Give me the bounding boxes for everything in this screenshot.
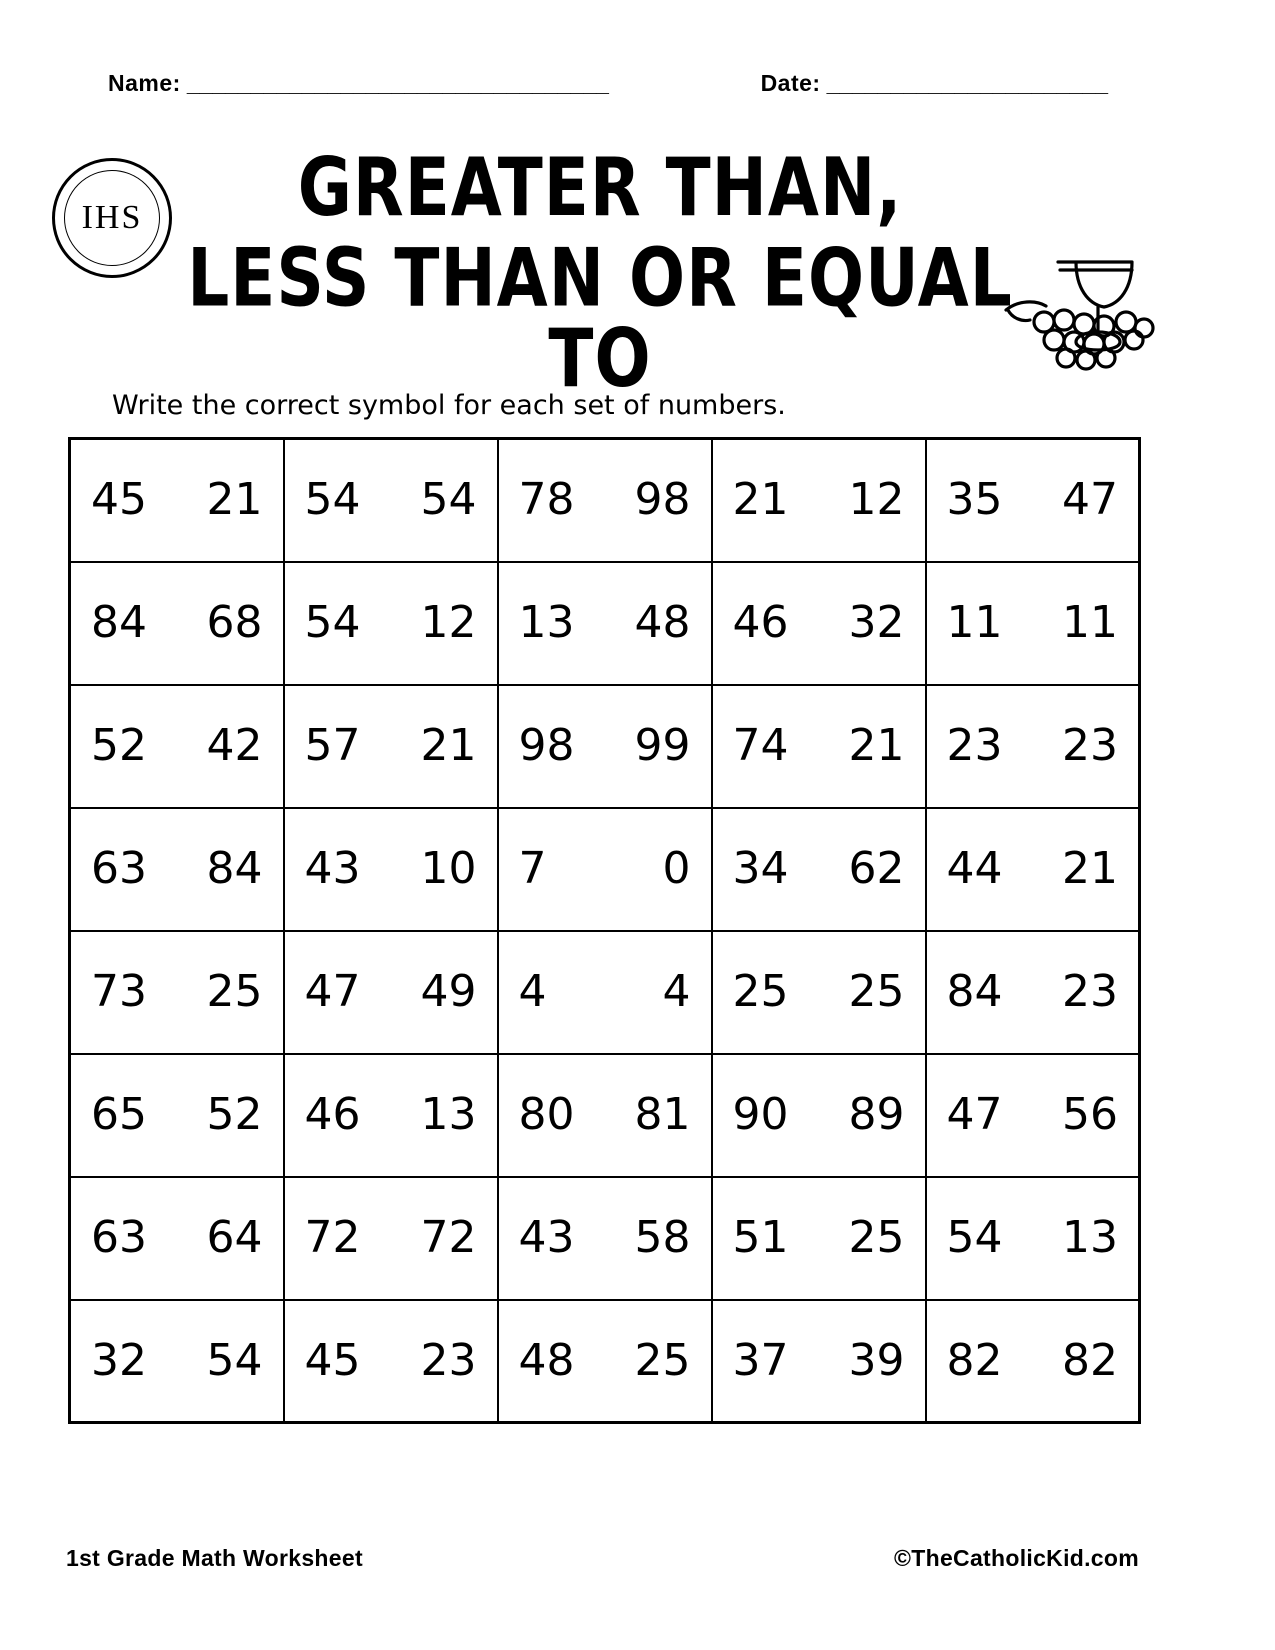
table-row (70, 1177, 1140, 1300)
problem-cell[interactable] (926, 685, 1140, 808)
right-number: 68 (206, 597, 263, 648)
right-number: 0 (662, 843, 691, 894)
left-number: 7 (518, 843, 547, 894)
right-number: 99 (634, 720, 691, 771)
right-number: 12 (848, 474, 905, 526)
name-field-group (108, 70, 609, 97)
table-row (70, 808, 1140, 931)
right-number: 54 (420, 474, 477, 526)
problem-cell[interactable] (712, 808, 926, 931)
table-row (70, 562, 1140, 685)
problem-cell[interactable] (498, 1054, 712, 1177)
right-number: 23 (1062, 720, 1118, 771)
left-number: 32 (91, 1334, 147, 1386)
right-number: 52 (206, 1089, 263, 1140)
left-number: 98 (518, 720, 575, 771)
problem-cell[interactable] (712, 685, 926, 808)
problem-cell[interactable] (926, 931, 1140, 1054)
left-number: 37 (732, 1334, 789, 1386)
left-number: 84 (91, 597, 147, 648)
problem-cell[interactable] (284, 808, 498, 931)
right-number: 13 (420, 1089, 477, 1140)
right-number: 32 (848, 597, 905, 648)
problem-cell[interactable] (498, 931, 712, 1054)
problem-cell[interactable] (926, 1300, 1140, 1423)
table-row (70, 685, 1140, 808)
problem-cell[interactable] (70, 1177, 284, 1300)
problem-cell[interactable] (284, 562, 498, 685)
right-number: 58 (634, 1212, 691, 1263)
problem-cell[interactable] (70, 931, 284, 1054)
left-number: 43 (518, 1212, 575, 1263)
problem-cell[interactable] (284, 685, 498, 808)
right-number: 72 (420, 1212, 477, 1263)
left-number: 54 (304, 474, 361, 526)
left-number: 34 (732, 843, 789, 894)
problem-cell[interactable] (712, 1300, 926, 1423)
left-number: 43 (304, 843, 361, 894)
left-number: 35 (946, 474, 1003, 526)
name-label: Name: (108, 70, 181, 96)
left-number: 23 (946, 720, 1003, 771)
footer-grade-label: 1st Grade Math Worksheet (66, 1545, 363, 1571)
date-label: Date: (760, 70, 821, 96)
left-number: 72 (304, 1212, 361, 1263)
problem-cell[interactable] (712, 1054, 926, 1177)
left-number: 52 (91, 720, 147, 771)
problem-cell[interactable] (284, 1300, 498, 1423)
right-number: 21 (848, 720, 905, 771)
right-number: 23 (1062, 966, 1118, 1017)
table-row (70, 1054, 1140, 1177)
right-number: 81 (634, 1089, 691, 1140)
right-number: 21 (420, 720, 477, 771)
left-number: 74 (732, 720, 789, 771)
problem-cell[interactable] (498, 808, 712, 931)
emblem-label: IHS (81, 199, 143, 236)
right-number: 48 (634, 597, 691, 648)
page-title (185, 140, 1015, 406)
left-number: 44 (946, 843, 1003, 894)
right-number: 23 (420, 1334, 477, 1386)
right-number: 11 (1062, 597, 1118, 648)
right-number: 39 (848, 1334, 905, 1386)
left-number: 4 (518, 966, 547, 1017)
problem-cell[interactable] (70, 562, 284, 685)
right-number: 13 (1062, 1212, 1118, 1263)
problem-cell[interactable] (498, 1300, 712, 1423)
left-number: 90 (732, 1089, 789, 1140)
left-number: 82 (946, 1334, 1003, 1386)
problem-grid (68, 437, 1141, 1424)
page-title-line1: GREATER THAN, (297, 140, 903, 235)
problem-cell[interactable] (284, 931, 498, 1054)
problem-cell[interactable] (498, 439, 712, 562)
problem-cell[interactable] (70, 685, 284, 808)
chalice-grapes-icon (992, 248, 1167, 378)
problem-cell[interactable] (498, 685, 712, 808)
left-number: 73 (91, 966, 147, 1017)
left-number: 13 (518, 597, 575, 648)
date-field-group (761, 70, 1108, 97)
name-date-row (108, 70, 1108, 97)
left-number: 21 (732, 474, 789, 526)
right-number: 25 (848, 966, 905, 1017)
problem-cell[interactable] (926, 439, 1140, 562)
problem-cell[interactable] (498, 562, 712, 685)
right-number: 25 (634, 1334, 691, 1386)
left-number: 63 (91, 843, 147, 894)
left-number: 54 (304, 597, 361, 648)
left-number: 46 (304, 1089, 361, 1140)
problem-cell[interactable] (498, 1177, 712, 1300)
problem-cell[interactable] (712, 439, 926, 562)
host-ihs-icon (52, 158, 172, 278)
problem-cell[interactable] (70, 439, 284, 562)
right-number: 54 (206, 1334, 263, 1386)
problem-cell[interactable] (712, 931, 926, 1054)
left-number: 25 (732, 966, 789, 1017)
table-row (70, 1300, 1140, 1423)
left-number: 47 (304, 966, 361, 1017)
page-title-line2: LESS THAN OR EQUAL TO (187, 230, 1013, 406)
right-number: 21 (1062, 843, 1118, 894)
problem-cell[interactable] (284, 439, 498, 562)
table-row (70, 931, 1140, 1054)
problem-cell[interactable] (284, 1177, 498, 1300)
problem-cell[interactable] (926, 1177, 1140, 1300)
left-number: 65 (91, 1089, 147, 1140)
table-row (70, 439, 1140, 562)
left-number: 51 (732, 1212, 789, 1263)
left-number: 54 (946, 1212, 1003, 1263)
left-number: 46 (732, 597, 789, 648)
left-number: 84 (946, 966, 1003, 1017)
right-number: 56 (1062, 1089, 1118, 1140)
left-number: 78 (518, 474, 575, 526)
left-number: 11 (946, 597, 1003, 648)
right-number: 64 (206, 1212, 263, 1263)
right-number: 47 (1062, 474, 1118, 526)
name-write-line[interactable]: _________________________________ (186, 70, 609, 96)
left-number: 57 (304, 720, 361, 771)
problem-cell[interactable] (70, 1300, 284, 1423)
left-number: 48 (518, 1334, 575, 1386)
right-number: 12 (420, 597, 477, 648)
left-number: 45 (91, 474, 147, 526)
problem-cell[interactable] (70, 1054, 284, 1177)
problem-cell[interactable] (712, 562, 926, 685)
right-number: 89 (848, 1089, 905, 1140)
right-number: 25 (206, 966, 263, 1017)
problem-cell[interactable] (926, 562, 1140, 685)
right-number: 10 (420, 843, 477, 894)
left-number: 47 (946, 1089, 1003, 1140)
right-number: 21 (206, 474, 263, 526)
problem-cell[interactable] (284, 1054, 498, 1177)
left-number: 45 (304, 1334, 361, 1386)
problem-cell[interactable] (70, 808, 284, 931)
instruction-text: Write the correct symbol for each set of numbers. (112, 390, 786, 421)
left-number: 63 (91, 1212, 147, 1263)
right-number: 98 (634, 474, 691, 526)
date-write-line[interactable]: ______________________ (826, 70, 1108, 96)
right-number: 4 (662, 966, 691, 1017)
footer-site-credit: ©TheCatholicKid.com (894, 1545, 1139, 1571)
right-number: 82 (1062, 1334, 1118, 1386)
right-number: 25 (848, 1212, 905, 1263)
problem-cell[interactable] (712, 1177, 926, 1300)
right-number: 84 (206, 843, 263, 894)
right-number: 42 (206, 720, 263, 771)
right-number: 62 (848, 843, 905, 894)
left-number: 80 (518, 1089, 575, 1140)
right-number: 49 (420, 966, 477, 1017)
problem-cell[interactable] (926, 808, 1140, 931)
problem-cell[interactable] (926, 1054, 1140, 1177)
